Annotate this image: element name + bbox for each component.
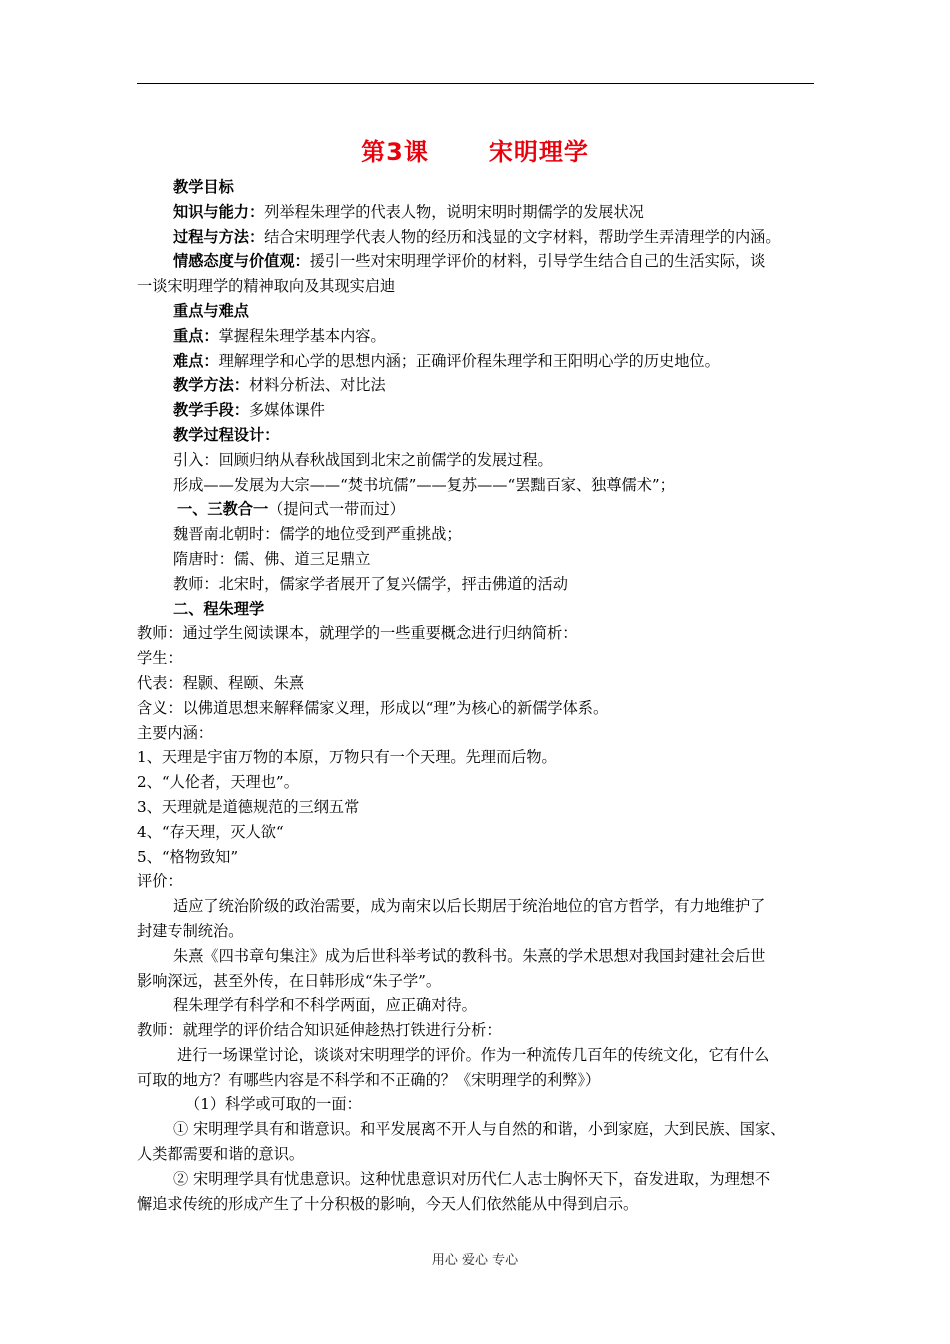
lesson-number: 第3课 bbox=[361, 138, 429, 166]
paragraph: 评价： bbox=[137, 872, 183, 891]
paragraph: 学生： bbox=[137, 649, 183, 668]
section-heading: 教学目标 bbox=[173, 178, 234, 196]
paragraph: 难点：理解理学和心学的思想内涵；正确评价程朱理学和王阳明心学的历史地位。 bbox=[173, 351, 720, 370]
list-item: 3、天理就是道德规范的三纲五常 bbox=[137, 797, 360, 816]
paragraph: 可取的地方？有哪些内容是不科学和不正确的？《宋明理学的利弊》） bbox=[137, 1070, 601, 1089]
paragraph: 含义：以佛道思想来解释儒家义理，形成以“理”为核心的新儒学体系。 bbox=[137, 698, 609, 717]
paragraph: 过程与方法：结合宋明理学代表人物的经历和浅显的文字材料，帮助学生弄清理学的内涵。 bbox=[173, 227, 781, 246]
paragraph: 封建专制统治。 bbox=[137, 921, 244, 940]
paragraph: 教师：通过学生阅读课本，就理学的一些重要概念进行归纳简析： bbox=[137, 624, 578, 643]
paragraph: 知识与能力：列举程朱理学的代表人物，说明宋明时期儒学的发展状况 bbox=[173, 202, 644, 221]
paragraph: 适应了统治阶级的政治需要，成为南宋以后长期居于统治地位的官方哲学，有力地维护了 bbox=[173, 897, 766, 916]
section-heading: 二、程朱理学 bbox=[173, 599, 265, 618]
list-item: 5、“格物致知” bbox=[137, 847, 239, 866]
list-item: 4、“存天理，灭人欲“ bbox=[137, 822, 284, 841]
paragraph: 隋唐时：儒、佛、道三足鼎立 bbox=[173, 549, 371, 568]
section-heading: 一、三教合一（提问式一带而过） bbox=[177, 500, 405, 519]
paragraph: 重点：掌握程朱理学基本内容。 bbox=[173, 326, 386, 345]
paragraph: 情感态度与价值观：援引一些对宋明理学评价的材料，引导学生结合自己的生活实际，谈 bbox=[173, 252, 766, 271]
section-heading: 教学过程设计： bbox=[173, 425, 280, 444]
header-rule bbox=[137, 83, 814, 84]
section-heading: 重点与难点 bbox=[173, 301, 249, 320]
paragraph: 代表：程颢、程颐、朱熹 bbox=[137, 673, 305, 692]
paragraph: 引入：回顾归纳从春秋战国到北宋之前儒学的发展过程。 bbox=[173, 450, 553, 469]
paragraph: 朱熹《四书章句集注》成为后世科举考试的教科书。朱熹的学术思想对我国封建社会后世 bbox=[173, 946, 766, 965]
list-item: 1、天理是宇宙万物的本原，万物只有一个天理。先理而后物。 bbox=[137, 748, 557, 767]
paragraph: 进行一场课堂讨论，谈谈对宋明理学的评价。作为一种流传几百年的传统文化，它有什么 bbox=[177, 1045, 770, 1064]
paragraph: 教师：就理学的评价结合知识延伸趁热打铁进行分析： bbox=[137, 1021, 502, 1040]
lesson-title: 宋明理学 bbox=[488, 138, 589, 166]
paragraph: 形成——发展为大宗——“焚书坑儒”——复苏——“罢黜百家、独尊儒术”； bbox=[173, 475, 675, 494]
list-item: 2、“人伦者，天理也”。 bbox=[137, 773, 299, 792]
paragraph: ① 宋明理学具有和谐意识。和平发展离不开人与自然的和谐，小到家庭，大到民族、国家、 bbox=[173, 1120, 786, 1139]
document-body bbox=[137, 175, 817, 1216]
paragraph: 教学方法：材料分析法、对比法 bbox=[173, 376, 386, 395]
paragraph: 魏晋南北朝时：儒学的地位受到严重挑战； bbox=[173, 525, 462, 544]
paragraph: 一谈宋明理学的精神取向及其现实启迪 bbox=[137, 277, 396, 296]
paragraph: 影响深远，甚至外传，在日韩形成“朱子学”。 bbox=[137, 971, 442, 990]
paragraph: 主要内涵： bbox=[137, 723, 213, 742]
paragraph: （1）科学或可取的一面： bbox=[185, 1095, 362, 1114]
paragraph: 教学手段：多媒体课件 bbox=[173, 401, 325, 420]
paragraph: 人类都需要和谐的意识。 bbox=[137, 1145, 305, 1164]
paragraph: 教师：北宋时，儒家学者展开了复兴儒学，抨击佛道的活动 bbox=[173, 574, 568, 593]
paragraph: 懈追求传统的形成产生了十分积极的影响，今天人们依然能从中得到启示。 bbox=[137, 1194, 639, 1213]
paragraph: ② 宋明理学具有忧患意识。这种忧患意识对历代仁人志士胸怀天下，奋发进取，为理想不 bbox=[173, 1169, 771, 1188]
page-title bbox=[0, 132, 950, 167]
paragraph: 程朱理学有科学和不科学两面，应正确对待。 bbox=[173, 996, 477, 1015]
page-footer: 用心 爱心 专心 bbox=[431, 1253, 519, 1268]
